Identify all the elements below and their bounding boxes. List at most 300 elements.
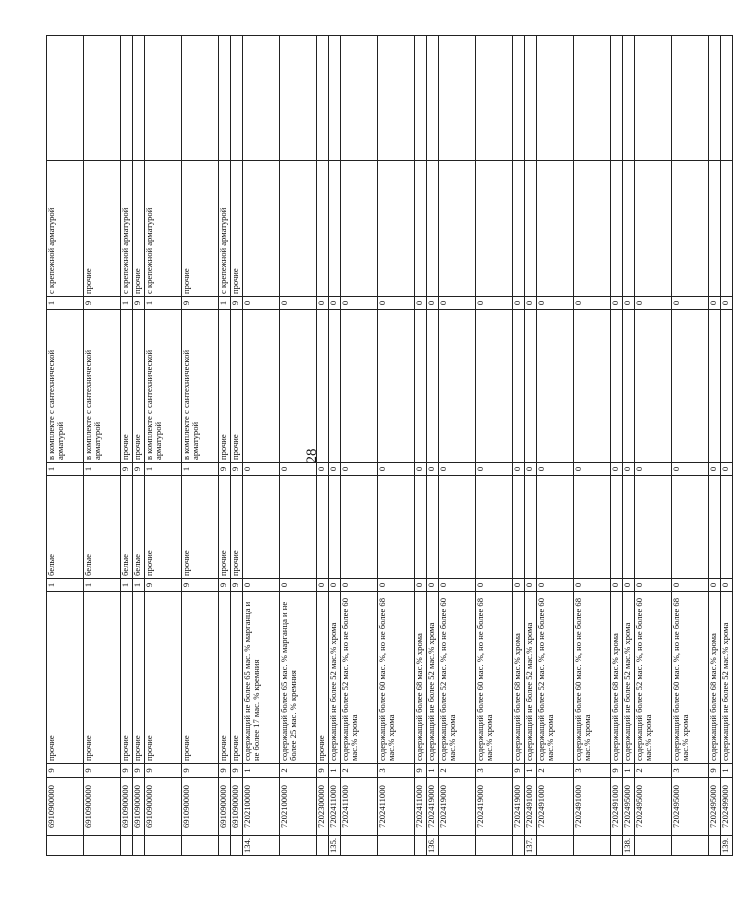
description-cell: прочие	[231, 161, 243, 297]
description-cell	[513, 476, 525, 579]
empty-cell	[378, 36, 415, 161]
digit-cell: 1	[133, 579, 145, 592]
description-cell	[672, 310, 709, 463]
table-row	[84, 36, 121, 856]
empty-cell	[231, 36, 243, 161]
digit-cell: 9	[317, 764, 329, 778]
empty-cell	[611, 36, 623, 161]
empty-cell	[672, 36, 709, 161]
digit-cell: 0	[513, 463, 525, 476]
code-cell: 7202491000	[574, 778, 611, 836]
table-row	[145, 36, 182, 856]
digit-cell: 0	[329, 463, 341, 476]
row-number-cell: 139.	[721, 836, 733, 856]
digit-cell: 9	[231, 579, 243, 592]
description-cell	[635, 161, 672, 297]
code-cell: 7202499000	[721, 778, 733, 836]
table-row	[415, 36, 427, 856]
table-row	[476, 36, 513, 856]
table-row	[378, 36, 415, 856]
description-cell	[574, 476, 611, 579]
empty-cell	[513, 36, 525, 161]
code-cell: 7202495000	[635, 778, 672, 836]
empty-cell	[525, 36, 537, 161]
description-cell	[525, 161, 537, 297]
description-cell	[537, 161, 574, 297]
row-number-cell	[341, 836, 378, 856]
code-cell: 7202491000	[537, 778, 574, 836]
digit-cell: 9	[231, 463, 243, 476]
digit-cell: 0	[525, 579, 537, 592]
digit-cell: 0	[635, 463, 672, 476]
description-cell	[439, 161, 476, 297]
code-cell: 7202411000	[415, 778, 427, 836]
description-cell	[317, 476, 329, 579]
digit-cell: 0	[439, 579, 476, 592]
digit-cell: 1	[47, 297, 84, 310]
description-cell	[243, 161, 280, 297]
row-number-cell	[415, 836, 427, 856]
description-cell	[427, 476, 439, 579]
code-cell: 6910900000	[133, 778, 145, 836]
row-number-cell	[476, 836, 513, 856]
row-number-cell	[121, 836, 133, 856]
description-cell: прочие	[219, 476, 231, 579]
description-cell: в комплекте с сантехнической арматурой	[84, 310, 121, 463]
description-cell	[537, 476, 574, 579]
table-row	[635, 36, 672, 856]
description-cell: содержащий более 60 мас. %, но не более 68 мас.% хрома	[574, 592, 611, 764]
digit-cell: 0	[243, 463, 280, 476]
description-cell	[672, 161, 709, 297]
description-cell	[635, 476, 672, 579]
digit-cell: 0	[537, 463, 574, 476]
table-row	[537, 36, 574, 856]
description-cell: прочие	[84, 161, 121, 297]
digit-cell: 0	[574, 579, 611, 592]
digit-cell: 0	[378, 579, 415, 592]
description-cell	[427, 310, 439, 463]
digit-cell: 0	[280, 463, 317, 476]
digit-cell: 9	[219, 463, 231, 476]
digit-cell: 0	[537, 297, 574, 310]
empty-cell	[415, 36, 427, 161]
description-cell: белые	[47, 476, 84, 579]
description-cell: прочие	[133, 592, 145, 764]
description-cell	[341, 476, 378, 579]
code-cell: 7202495000	[672, 778, 709, 836]
row-number-cell	[537, 836, 574, 856]
digit-cell: 3	[476, 764, 513, 778]
table-row	[525, 36, 537, 856]
description-cell: прочие	[231, 310, 243, 463]
description-cell	[721, 310, 733, 463]
empty-cell	[721, 36, 733, 161]
description-cell	[329, 161, 341, 297]
description-cell: в комплекте с сантехнической арматурой	[47, 310, 84, 463]
table-row	[341, 36, 378, 856]
table-row	[623, 36, 635, 856]
description-cell	[427, 161, 439, 297]
code-cell: 6910900000	[84, 778, 121, 836]
digit-cell: 1	[243, 764, 280, 778]
digit-cell: 9	[219, 579, 231, 592]
empty-cell	[574, 36, 611, 161]
description-cell: содержащий более 68 мас.% хрома	[611, 592, 623, 764]
row-number-cell	[231, 836, 243, 856]
table-body	[47, 36, 733, 856]
digit-cell: 0	[341, 579, 378, 592]
description-cell: прочие	[133, 161, 145, 297]
code-cell: 7202495000	[709, 778, 721, 836]
row-number-cell	[133, 836, 145, 856]
digit-cell: 0	[439, 463, 476, 476]
code-cell: 7202411000	[329, 778, 341, 836]
empty-cell	[280, 36, 317, 161]
row-number-cell	[145, 836, 182, 856]
digit-cell: 0	[329, 579, 341, 592]
code-cell: 6910900000	[219, 778, 231, 836]
empty-cell	[47, 36, 84, 161]
digit-cell: 0	[513, 579, 525, 592]
description-cell: белые	[121, 476, 133, 579]
description-cell: с крепежной арматурой	[219, 161, 231, 297]
digit-cell: 1	[47, 579, 84, 592]
table-row	[513, 36, 525, 856]
description-cell	[378, 310, 415, 463]
digit-cell: 1	[145, 297, 182, 310]
description-cell: с крепежной арматурой	[145, 161, 182, 297]
digit-cell: 0	[721, 297, 733, 310]
digit-cell: 1	[121, 579, 133, 592]
digit-cell: 1	[47, 463, 84, 476]
description-cell	[721, 161, 733, 297]
description-cell	[439, 310, 476, 463]
description-cell: прочие	[219, 592, 231, 764]
code-cell: 7202495000	[623, 778, 635, 836]
tariff-table	[46, 35, 733, 856]
description-cell	[574, 310, 611, 463]
table-row	[243, 36, 280, 856]
digit-cell: 0	[709, 579, 721, 592]
description-cell	[378, 161, 415, 297]
row-number-cell: 135.	[329, 836, 341, 856]
digit-cell: 0	[672, 463, 709, 476]
description-cell: белые	[133, 476, 145, 579]
digit-cell: 0	[709, 463, 721, 476]
digit-cell: 0	[378, 463, 415, 476]
code-cell: 7202100000	[280, 778, 317, 836]
empty-cell	[121, 36, 133, 161]
digit-cell: 3	[574, 764, 611, 778]
description-cell	[709, 476, 721, 579]
row-number-cell	[47, 836, 84, 856]
digit-cell: 0	[635, 297, 672, 310]
code-cell: 6910900000	[182, 778, 219, 836]
digit-cell: 0	[721, 579, 733, 592]
row-number-cell	[439, 836, 476, 856]
digit-cell: 1	[623, 764, 635, 778]
code-cell: 7202300000	[317, 778, 329, 836]
digit-cell: 0	[439, 297, 476, 310]
description-cell: содержащий более 60 мас. %, но не более 68 мас.% хрома	[378, 592, 415, 764]
description-cell: прочие	[182, 592, 219, 764]
digit-cell: 9	[84, 297, 121, 310]
digit-cell: 9	[84, 764, 121, 778]
description-cell	[611, 310, 623, 463]
row-number-cell	[378, 836, 415, 856]
description-cell: содержащий более 52 мас. %, но не более 60 мас.% хрома	[635, 592, 672, 764]
digit-cell: 0	[378, 297, 415, 310]
description-cell: содержащий более 60 мас. %, но не более 68 мас.% хрома	[476, 592, 513, 764]
digit-cell: 9	[231, 297, 243, 310]
description-cell	[415, 476, 427, 579]
digit-cell: 1	[84, 463, 121, 476]
description-cell	[341, 161, 378, 297]
digit-cell: 0	[243, 297, 280, 310]
description-cell: в комплекте с сантехнической арматурой	[145, 310, 182, 463]
digit-cell: 0	[672, 579, 709, 592]
digit-cell: 0	[513, 297, 525, 310]
description-cell: содержащий не более 52 мас.% хрома	[721, 592, 733, 764]
digit-cell: 0	[415, 579, 427, 592]
digit-cell: 0	[427, 579, 439, 592]
table-row	[329, 36, 341, 856]
description-cell: содержащий не более 52 мас.% хрома	[329, 592, 341, 764]
digit-cell: 2	[635, 764, 672, 778]
code-cell: 6910900000	[145, 778, 182, 836]
digit-cell: 0	[623, 297, 635, 310]
digit-cell: 9	[133, 764, 145, 778]
digit-cell: 9	[121, 463, 133, 476]
row-number-cell	[635, 836, 672, 856]
empty-cell	[329, 36, 341, 161]
description-cell: содержащий не более 52 мас.% хрома	[427, 592, 439, 764]
table-row	[574, 36, 611, 856]
description-cell	[317, 161, 329, 297]
description-cell	[280, 161, 317, 297]
digit-cell: 0	[427, 463, 439, 476]
digit-cell: 0	[709, 297, 721, 310]
digit-cell: 0	[611, 297, 623, 310]
digit-cell: 0	[623, 463, 635, 476]
code-cell: 7202491000	[525, 778, 537, 836]
table-row	[121, 36, 133, 856]
digit-cell: 9	[415, 764, 427, 778]
description-cell: прочие	[133, 310, 145, 463]
digit-cell: 0	[341, 297, 378, 310]
digit-cell: 9	[182, 764, 219, 778]
digit-cell: 1	[145, 463, 182, 476]
description-cell: прочие	[231, 592, 243, 764]
description-cell: с крепежной арматурой	[121, 161, 133, 297]
digit-cell: 0	[525, 297, 537, 310]
description-cell: содержащий более 68 мас.% хрома	[415, 592, 427, 764]
row-number-cell	[574, 836, 611, 856]
empty-cell	[219, 36, 231, 161]
digit-cell: 2	[280, 764, 317, 778]
digit-cell: 2	[341, 764, 378, 778]
digit-cell: 0	[721, 463, 733, 476]
description-cell	[525, 310, 537, 463]
empty-cell	[623, 36, 635, 161]
digit-cell: 2	[439, 764, 476, 778]
table-row	[427, 36, 439, 856]
digit-cell: 0	[611, 579, 623, 592]
description-cell: прочие	[182, 476, 219, 579]
description-cell	[513, 310, 525, 463]
empty-cell	[341, 36, 378, 161]
digit-cell: 0	[476, 463, 513, 476]
digit-cell: 9	[182, 297, 219, 310]
digit-cell: 0	[427, 297, 439, 310]
description-cell	[537, 310, 574, 463]
digit-cell: 1	[721, 764, 733, 778]
digit-cell: 0	[317, 297, 329, 310]
row-number-cell	[317, 836, 329, 856]
digit-cell: 0	[525, 463, 537, 476]
code-cell: 7202491000	[611, 778, 623, 836]
table-row	[231, 36, 243, 856]
description-cell	[611, 161, 623, 297]
empty-cell	[317, 36, 329, 161]
digit-cell: 0	[574, 463, 611, 476]
digit-cell: 0	[476, 297, 513, 310]
description-cell	[243, 476, 280, 579]
description-cell	[243, 310, 280, 463]
digit-cell: 0	[574, 297, 611, 310]
digit-cell: 0	[635, 579, 672, 592]
digit-cell: 1	[182, 463, 219, 476]
row-number-cell: 134.	[243, 836, 280, 856]
description-cell	[415, 161, 427, 297]
digit-cell: 9	[513, 764, 525, 778]
row-number-cell	[611, 836, 623, 856]
empty-cell	[145, 36, 182, 161]
description-cell	[574, 161, 611, 297]
code-cell: 7202411000	[378, 778, 415, 836]
description-cell	[635, 310, 672, 463]
digit-cell: 0	[611, 463, 623, 476]
empty-cell	[84, 36, 121, 161]
digit-cell: 9	[219, 764, 231, 778]
description-cell	[476, 310, 513, 463]
description-cell: содержащий более 68 мас.% хрома	[709, 592, 721, 764]
digit-cell: 0	[329, 297, 341, 310]
description-cell	[280, 310, 317, 463]
table-row	[133, 36, 145, 856]
digit-cell: 9	[121, 764, 133, 778]
digit-cell: 1	[525, 764, 537, 778]
table-row	[219, 36, 231, 856]
digit-cell: 9	[709, 764, 721, 778]
code-cell: 7202100000	[243, 778, 280, 836]
row-number-cell	[709, 836, 721, 856]
digit-cell: 2	[537, 764, 574, 778]
empty-cell	[476, 36, 513, 161]
digit-cell: 1	[121, 297, 133, 310]
table-row	[721, 36, 733, 856]
table-row	[182, 36, 219, 856]
digit-cell: 3	[672, 764, 709, 778]
digit-cell: 0	[280, 579, 317, 592]
table-row	[611, 36, 623, 856]
code-cell: 7202419000	[427, 778, 439, 836]
description-cell: прочие	[121, 592, 133, 764]
empty-cell	[427, 36, 439, 161]
code-cell: 7202419000	[476, 778, 513, 836]
digit-cell: 1	[329, 764, 341, 778]
row-number-cell	[182, 836, 219, 856]
description-cell: содержащий более 52 мас. %, но не более 60 мас.% хрома	[439, 592, 476, 764]
rotated-table-wrapper	[46, 36, 730, 856]
empty-cell	[537, 36, 574, 161]
description-cell	[341, 310, 378, 463]
digit-cell: 0	[476, 579, 513, 592]
table-row	[672, 36, 709, 856]
description-cell: прочие	[145, 476, 182, 579]
code-cell: 7202419000	[439, 778, 476, 836]
digit-cell: 0	[415, 297, 427, 310]
description-cell: прочие	[182, 161, 219, 297]
digit-cell: 1	[219, 297, 231, 310]
row-number-cell	[84, 836, 121, 856]
description-cell: прочие	[145, 592, 182, 764]
digit-cell: 0	[280, 297, 317, 310]
description-cell	[672, 476, 709, 579]
row-number-cell	[219, 836, 231, 856]
row-number-cell	[672, 836, 709, 856]
description-cell: содержащий не более 52 мас.% хрома	[623, 592, 635, 764]
description-cell: содержащий более 52 мас. %, но не более 60 мас.% хрома	[537, 592, 574, 764]
description-cell	[709, 161, 721, 297]
code-cell: 6910900000	[121, 778, 133, 836]
empty-cell	[243, 36, 280, 161]
digit-cell: 9	[231, 764, 243, 778]
digit-cell: 0	[317, 463, 329, 476]
digit-cell: 0	[341, 463, 378, 476]
description-cell	[623, 161, 635, 297]
description-cell: содержащий не более 65 мас. % марганца и не более 17 мас. % кремния	[243, 592, 280, 764]
digit-cell: 0	[537, 579, 574, 592]
table-row	[317, 36, 329, 856]
digit-cell: 0	[623, 579, 635, 592]
digit-cell: 9	[145, 579, 182, 592]
description-cell	[611, 476, 623, 579]
description-cell	[378, 476, 415, 579]
digit-cell: 1	[84, 579, 121, 592]
description-cell	[280, 476, 317, 579]
row-number-cell: 136.	[427, 836, 439, 856]
description-cell: содержащий более 52 мас. %, но не более 60 мас.% хрома	[341, 592, 378, 764]
digit-cell: 0	[317, 579, 329, 592]
description-cell	[476, 476, 513, 579]
digit-cell: 9	[47, 764, 84, 778]
description-cell: прочие	[219, 310, 231, 463]
description-cell	[525, 476, 537, 579]
code-cell: 6910900000	[47, 778, 84, 836]
description-cell	[329, 310, 341, 463]
digit-cell: 9	[133, 297, 145, 310]
description-cell	[623, 310, 635, 463]
empty-cell	[635, 36, 672, 161]
empty-cell	[439, 36, 476, 161]
code-cell: 6910900000	[231, 778, 243, 836]
table-row	[439, 36, 476, 856]
digit-cell: 9	[182, 579, 219, 592]
row-number-cell: 137.	[525, 836, 537, 856]
digit-cell: 9	[145, 764, 182, 778]
